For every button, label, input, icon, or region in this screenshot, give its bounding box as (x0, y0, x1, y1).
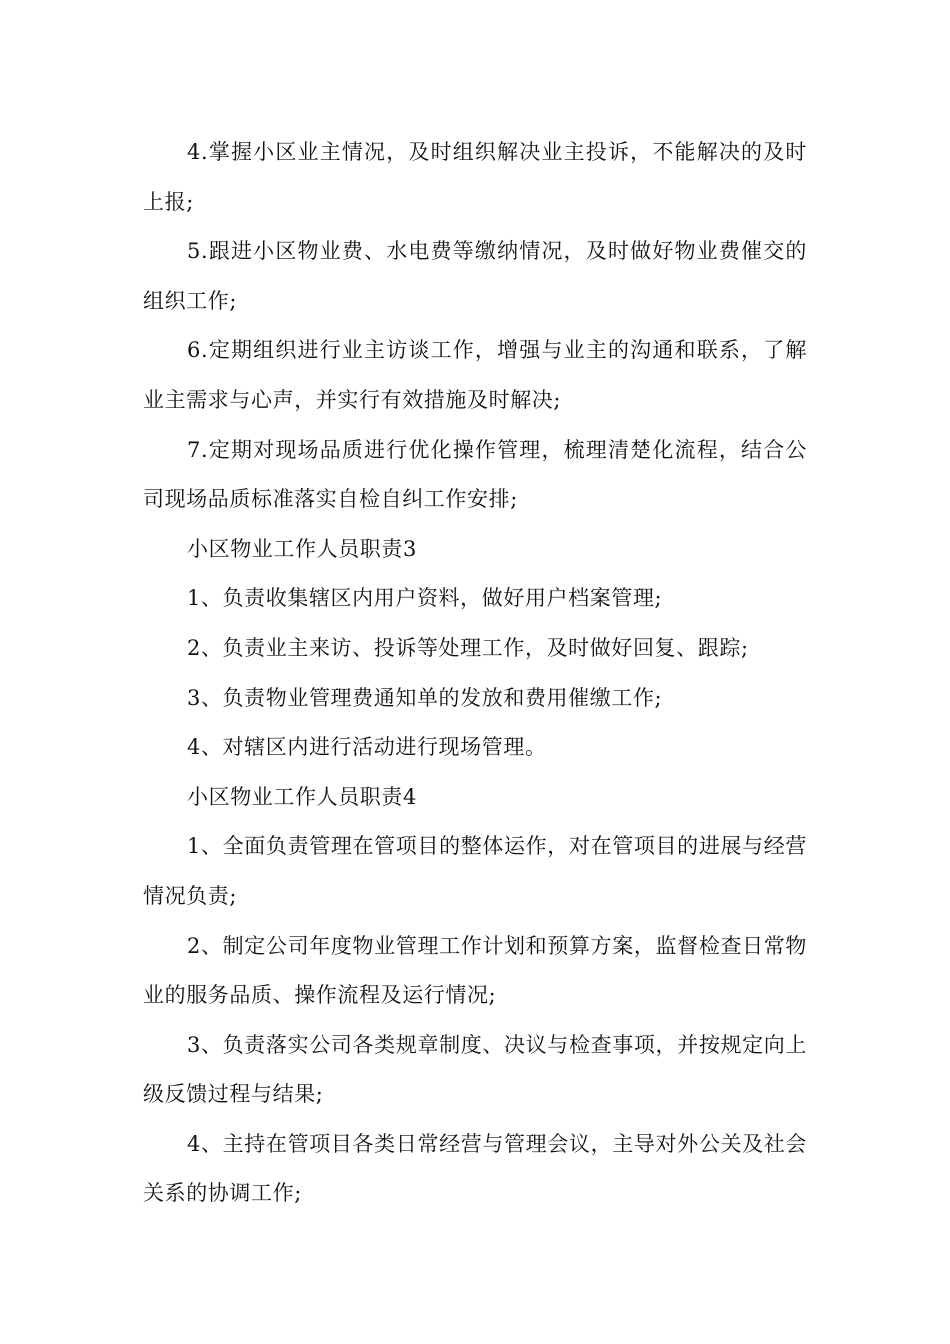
section-heading-4: 小区物业工作人员职责4 (187, 784, 417, 809)
paragraph-duty-4: 4.掌握小区业主情况，及时组织解决业主投诉，不能解决的及时上报; (143, 140, 807, 214)
paragraph-duty-7: 7.定期对现场品质进行优化操作管理，梳理清楚化流程，结合公司现场品质标准落实自检自纠工作安排; (143, 437, 807, 512)
paragraph-section3-item-1: 1、负责收集辖区内用户资料，做好用户档案管理; (187, 586, 663, 611)
section-heading-3: 小区物业工作人员职责3 (187, 536, 417, 561)
paragraph-section4-item-4: 4、主持在管项目各类日常经营与管理会议，主导对外公关及社会关系的协调工作; (143, 1131, 807, 1206)
paragraph-duty-6: 6.定期组织进行业主访谈工作，增强与业主的沟通和联系，了解业主需求与心声，并实行有效措施及时解决; (143, 338, 807, 412)
paragraph-section4-item-1: 1、全面负责管理在管项目的整体运作，对在管项目的进展与经营情况负责; (143, 834, 807, 908)
paragraph-section3-item-3: 3、负责物业管理费通知单的发放和费用催缴工作; (187, 685, 663, 710)
paragraph-section4-item-3: 3、负责落实公司各类规章制度、决议与检查事项，并按规定向上级反馈过程与结果; (143, 1032, 807, 1107)
paragraph-section3-item-4: 4、对辖区内进行活动进行现场管理。 (187, 735, 547, 760)
paragraph-section3-item-2: 2、负责业主来访、投诉等处理工作，及时做好回复、跟踪; (187, 635, 749, 660)
paragraph-duty-5: 5.跟进小区物业费、水电费等缴纳情况，及时做好物业费催交的组织工作; (143, 239, 807, 313)
document-body (143, 128, 807, 1219)
paragraph-section4-item-2: 2、制定公司年度物业管理工作计划和预算方案，监督检查日常物业的服务品质、操作流程及运行情况; (143, 933, 807, 1008)
